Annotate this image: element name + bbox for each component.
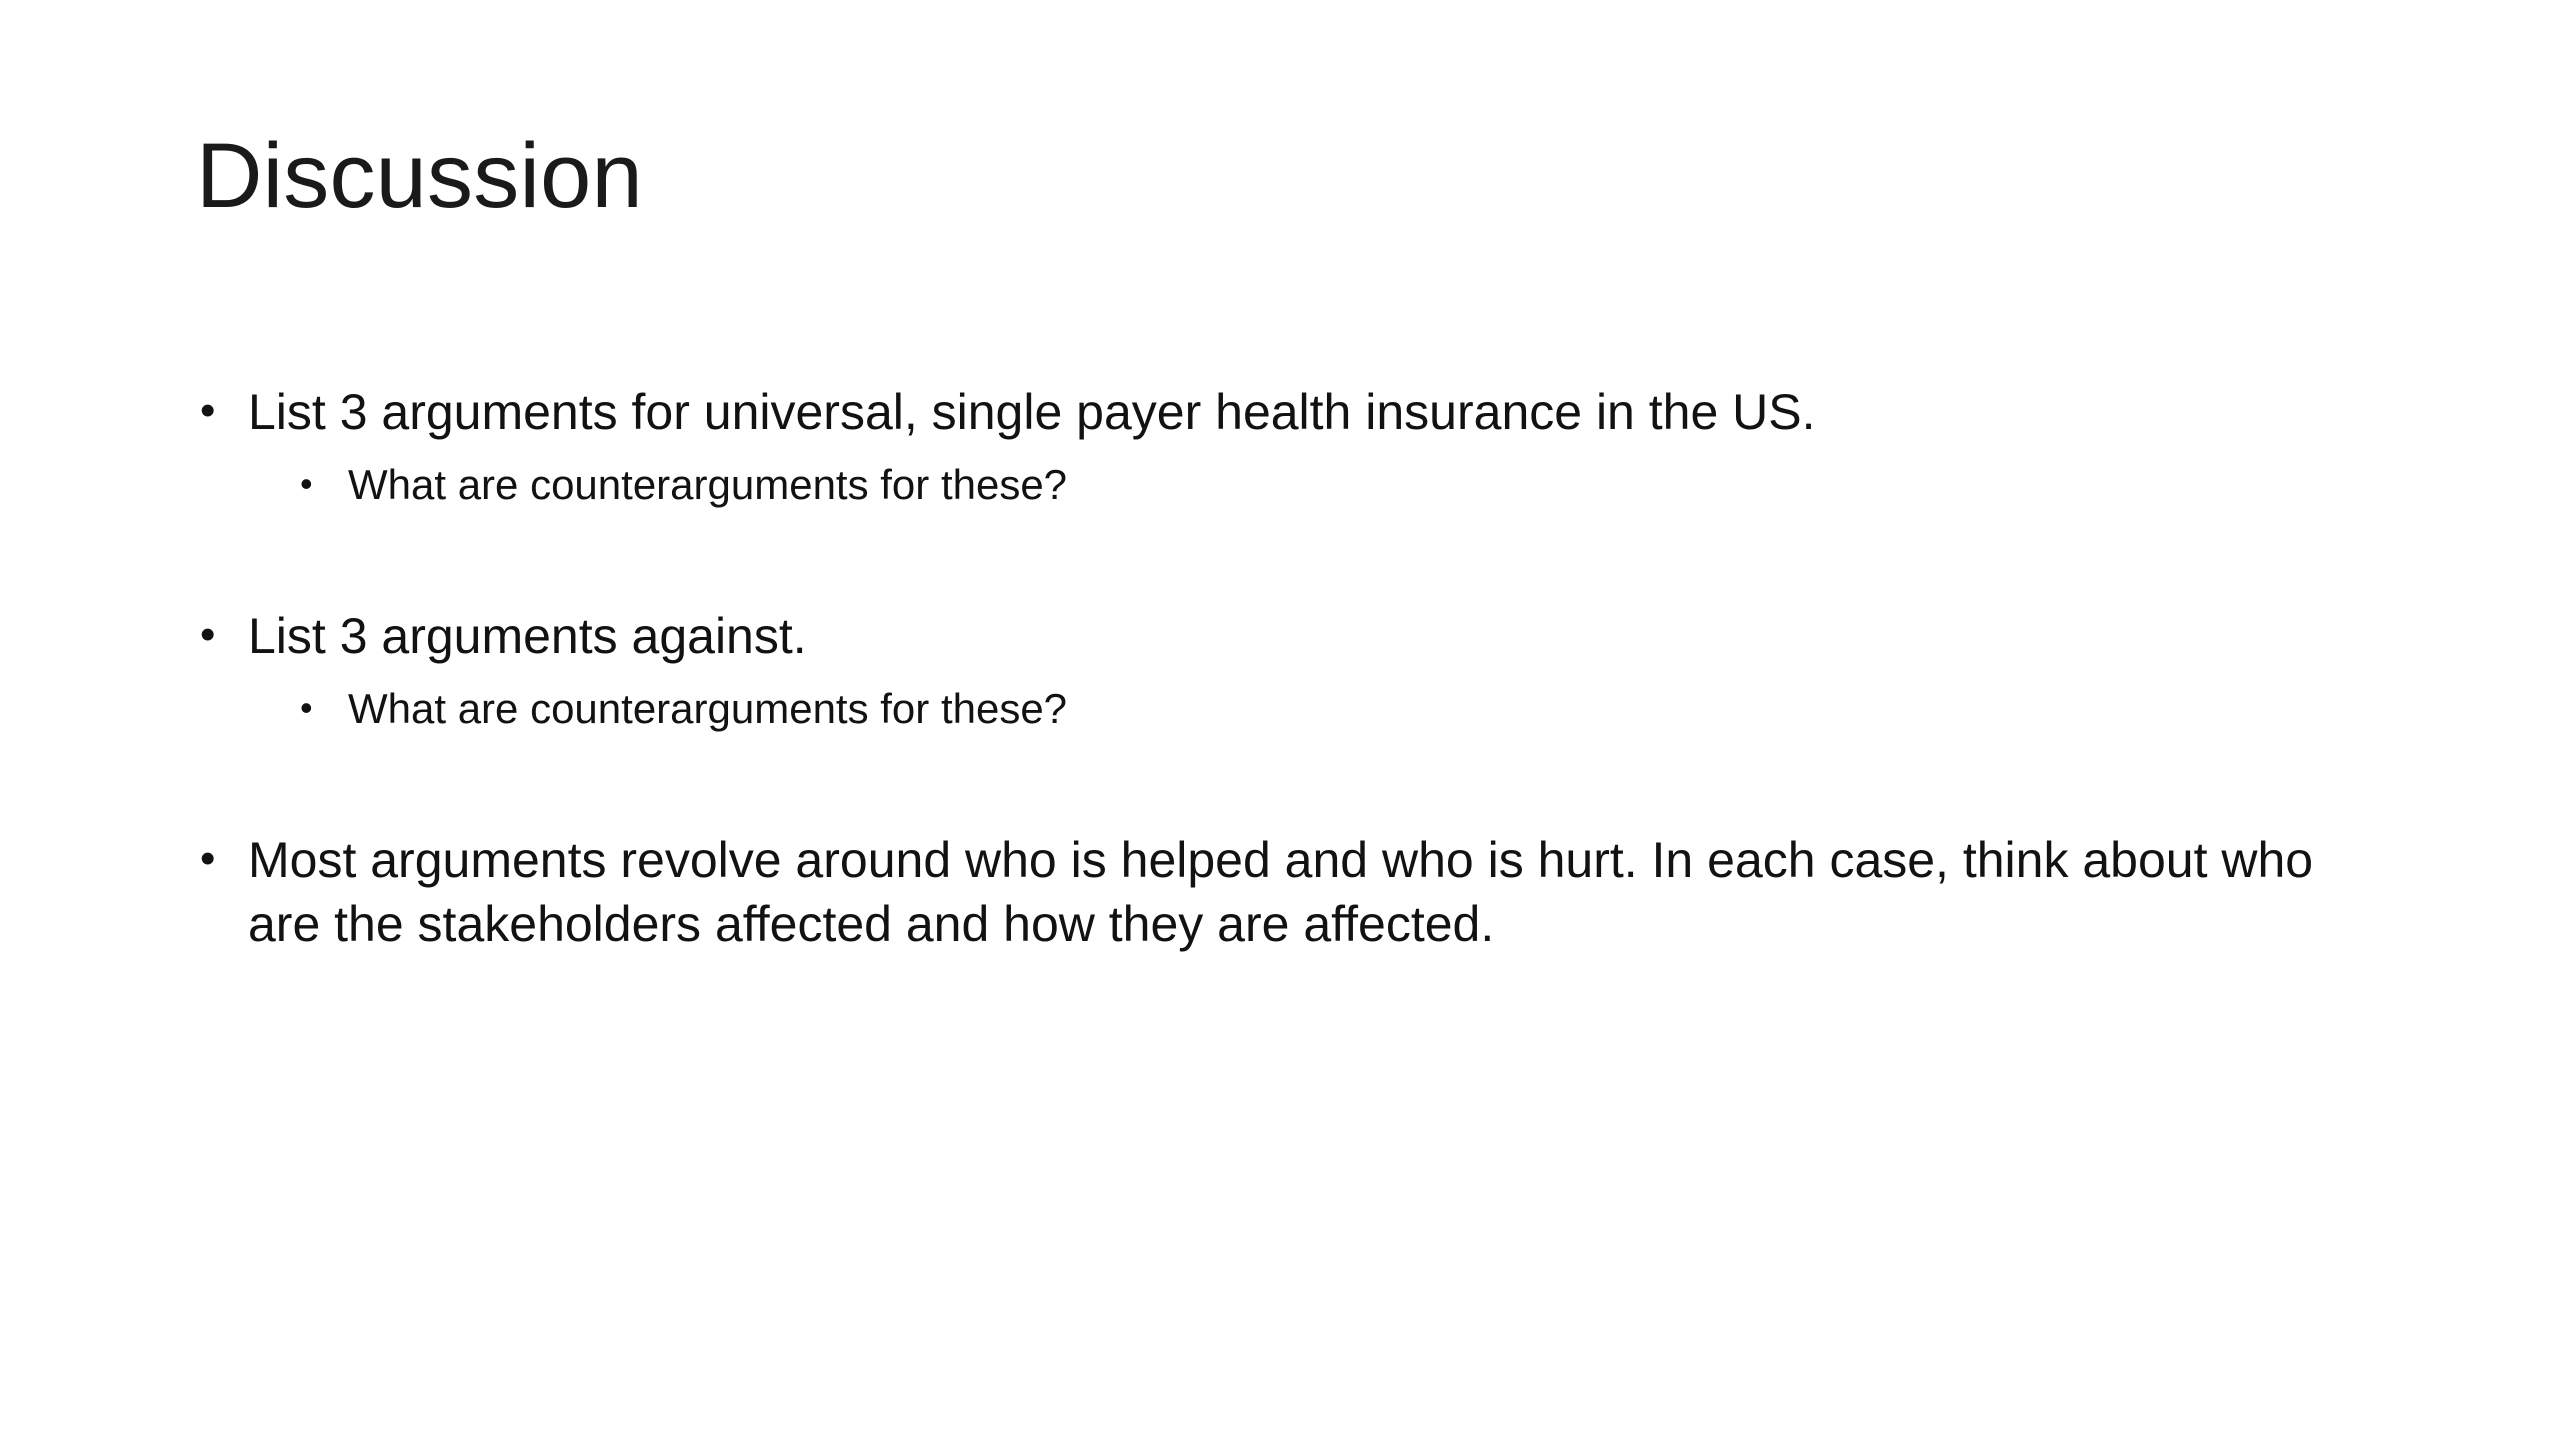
bullet-group bbox=[196, 380, 2396, 512]
sub-list-item bbox=[196, 682, 2396, 736]
bullet-dot-icon: • bbox=[200, 833, 216, 883]
bullet-group bbox=[196, 604, 2396, 736]
page-title: Discussion bbox=[196, 125, 643, 227]
sub-list-item-label: What are counterarguments for these? bbox=[348, 461, 1068, 508]
list-item-label: Most arguments revolve around who is helped and who is hurt. In each case, think about who are the stakeholders affected and how they are affected. bbox=[248, 831, 2314, 952]
slide-body bbox=[196, 380, 2396, 956]
list-item bbox=[196, 604, 2396, 668]
list-item-label: List 3 arguments against. bbox=[248, 607, 807, 664]
bullet-dot-icon: • bbox=[200, 386, 216, 435]
bullet-dot-icon: • bbox=[300, 463, 313, 504]
bullet-dot-icon: • bbox=[300, 686, 313, 728]
bullet-dot-icon: • bbox=[200, 609, 216, 659]
sub-list-item bbox=[196, 458, 2396, 512]
list-item-label: List 3 arguments for universal, single payer health insurance in the US. bbox=[248, 384, 1816, 440]
list-item bbox=[196, 828, 2396, 956]
bullet-group bbox=[196, 828, 2396, 956]
list-item bbox=[196, 380, 2396, 444]
sub-list-item-label: What are counterarguments for these? bbox=[348, 684, 1068, 732]
